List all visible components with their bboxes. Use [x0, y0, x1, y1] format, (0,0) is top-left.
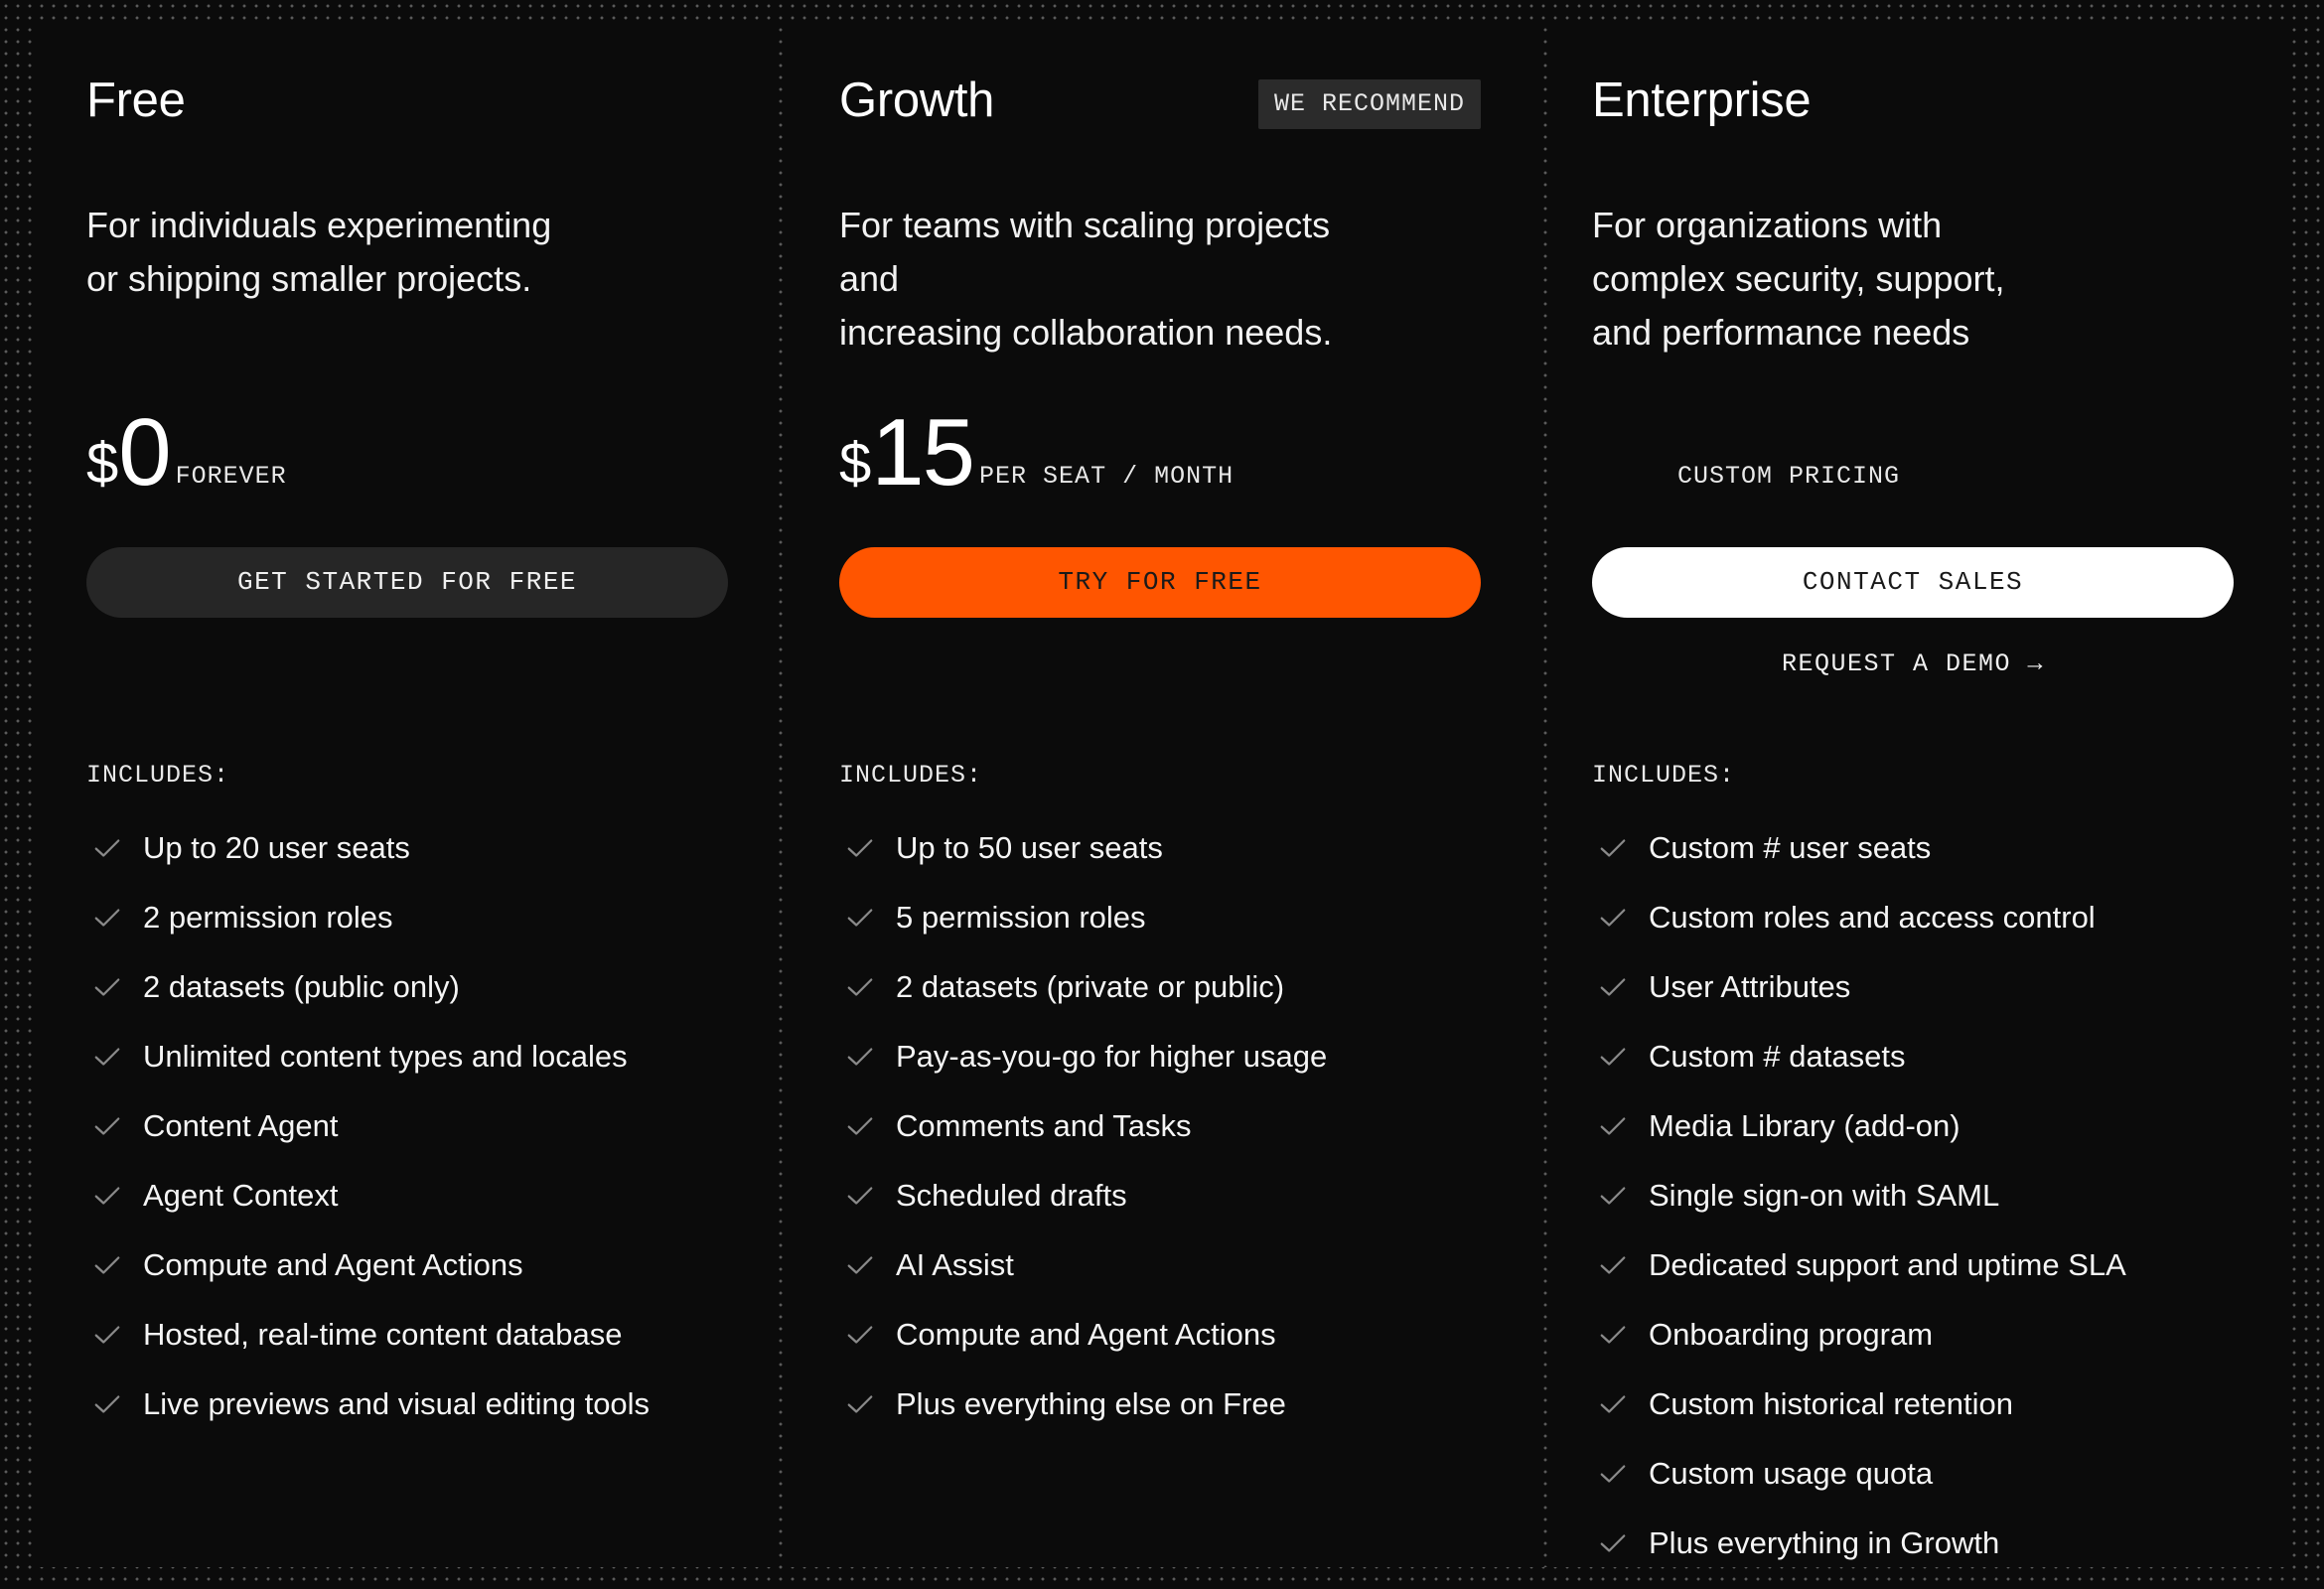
feature-text: Pay-as-you-go for higher usage	[896, 1039, 1328, 1074]
checkmark-icon	[92, 1389, 122, 1419]
includes-label: INCLUDES:	[86, 761, 230, 790]
feature-text: 2 permission roles	[143, 900, 393, 935]
price-row	[1592, 401, 1900, 501]
feature-text: Plus everything else on Free	[896, 1386, 1286, 1421]
checkmark-icon	[845, 1250, 875, 1280]
checkmark-icon	[845, 972, 875, 1002]
feature-text: Hosted, real-time content database	[143, 1317, 623, 1352]
feature-text: Live previews and visual editing tools	[143, 1386, 651, 1421]
feature-item	[1592, 1439, 2126, 1509]
column-divider	[1543, 24, 1547, 1567]
feature-text: AI Assist	[896, 1247, 1014, 1282]
price-amount: 15	[871, 399, 974, 506]
feature-item	[1592, 1022, 2126, 1091]
price-currency: $	[86, 431, 119, 496]
plan-name: Free	[86, 73, 186, 127]
feature-item	[86, 883, 650, 952]
includes-label: INCLUDES:	[1592, 761, 1736, 790]
try-for-free-button[interactable]: TRY FOR FREE	[839, 547, 1481, 618]
recommended-badge: WE RECOMMEND	[1258, 79, 1481, 129]
feature-item	[1592, 1091, 2126, 1161]
plan-description: For individuals experimenting or shipping smaller projects.	[86, 205, 552, 299]
feature-text: 2 datasets (private or public)	[896, 969, 1285, 1004]
feature-text: Media Library (add-on)	[1649, 1108, 1961, 1143]
checkmark-icon	[845, 1320, 875, 1350]
checkmark-icon	[1598, 1528, 1628, 1558]
get-started-free-button[interactable]: GET STARTED FOR FREE	[86, 547, 728, 618]
checkmark-icon	[92, 833, 122, 863]
feature-item	[839, 1091, 1327, 1161]
feature-list	[86, 813, 650, 1439]
feature-item	[839, 813, 1327, 883]
feature-text: Compute and Agent Actions	[143, 1247, 523, 1282]
feature-item	[1592, 1161, 2126, 1230]
includes-label: INCLUDES:	[839, 761, 983, 790]
feature-text: Agent Context	[143, 1178, 339, 1213]
plan-name: Growth	[839, 73, 995, 127]
checkmark-icon	[1598, 1320, 1628, 1350]
plan-card-enterprise	[1592, 24, 2234, 1567]
plan-card-free	[86, 24, 728, 1567]
checkmark-icon	[1598, 1181, 1628, 1211]
pricing-panel	[36, 24, 2288, 1567]
checkmark-icon	[845, 1042, 875, 1072]
feature-text: Unlimited content types and locales	[143, 1039, 628, 1074]
feature-list	[1592, 813, 2126, 1578]
feature-item	[839, 1230, 1327, 1300]
checkmark-icon	[1598, 972, 1628, 1002]
checkmark-icon	[92, 1111, 122, 1141]
feature-item	[1592, 883, 2126, 952]
checkmark-icon	[92, 903, 122, 933]
feature-text: Custom historical retention	[1649, 1386, 2013, 1421]
feature-text: Scheduled drafts	[896, 1178, 1127, 1213]
feature-text: Comments and Tasks	[896, 1108, 1192, 1143]
checkmark-icon	[92, 1320, 122, 1350]
feature-item	[86, 813, 650, 883]
feature-item	[86, 1161, 650, 1230]
feature-item	[86, 1091, 650, 1161]
feature-list	[839, 813, 1327, 1439]
feature-item	[839, 1370, 1327, 1439]
feature-text: Up to 50 user seats	[896, 830, 1163, 865]
feature-text: 5 permission roles	[896, 900, 1146, 935]
feature-item	[839, 952, 1327, 1022]
feature-text: Custom usage quota	[1649, 1456, 1934, 1491]
price-note: FOREVER	[175, 462, 287, 491]
feature-text: User Attributes	[1649, 969, 1851, 1004]
checkmark-icon	[845, 1181, 875, 1211]
feature-item	[1592, 1300, 2126, 1370]
checkmark-icon	[845, 1111, 875, 1141]
feature-item	[86, 1300, 650, 1370]
feature-item	[86, 1370, 650, 1439]
checkmark-icon	[1598, 1250, 1628, 1280]
plan-description: For organizations with complex security, support, and performance needs	[1592, 205, 2005, 353]
feature-item	[839, 1022, 1327, 1091]
feature-item	[839, 1161, 1327, 1230]
feature-item	[1592, 952, 2126, 1022]
price-row	[839, 399, 1235, 506]
checkmark-icon	[92, 972, 122, 1002]
feature-item	[1592, 1230, 2126, 1300]
feature-item	[86, 952, 650, 1022]
checkmark-icon	[845, 833, 875, 863]
plan-name: Enterprise	[1592, 73, 1812, 127]
feature-item	[86, 1230, 650, 1300]
feature-item	[1592, 1370, 2126, 1439]
price-row	[86, 399, 287, 506]
checkmark-icon	[92, 1042, 122, 1072]
column-divider	[779, 24, 783, 1567]
checkmark-icon	[1598, 1459, 1628, 1489]
checkmark-icon	[845, 903, 875, 933]
checkmark-icon	[1598, 903, 1628, 933]
checkmark-icon	[1598, 1042, 1628, 1072]
feature-text: Up to 20 user seats	[143, 830, 410, 865]
price-amount: 0	[118, 399, 170, 506]
feature-text: Plus everything in Growth	[1649, 1525, 2000, 1560]
request-demo-link[interactable]: REQUEST A DEMO →	[1781, 650, 2045, 678]
feature-text: Single sign-on with SAML	[1649, 1178, 2000, 1213]
contact-sales-button[interactable]: CONTACT SALES	[1592, 547, 2234, 618]
feature-text: Custom # datasets	[1649, 1039, 1906, 1074]
checkmark-icon	[1598, 1111, 1628, 1141]
feature-item	[839, 883, 1327, 952]
feature-item	[839, 1300, 1327, 1370]
feature-item	[86, 1022, 650, 1091]
price-note: CUSTOM PRICING	[1677, 462, 1901, 491]
feature-text: Compute and Agent Actions	[896, 1317, 1276, 1352]
feature-item	[1592, 813, 2126, 883]
feature-text: Custom roles and access control	[1649, 900, 2096, 935]
price-note: PER SEAT / MONTH	[979, 462, 1235, 491]
plan-card-growth	[839, 24, 1481, 1567]
feature-text: Custom # user seats	[1649, 830, 1932, 865]
feature-text: 2 datasets (public only)	[143, 969, 460, 1004]
plan-description: For teams with scaling projects and increasing collaboration needs.	[839, 205, 1333, 353]
checkmark-icon	[845, 1389, 875, 1419]
checkmark-icon	[1598, 833, 1628, 863]
feature-text: Content Agent	[143, 1108, 339, 1143]
checkmark-icon	[92, 1250, 122, 1280]
checkmark-icon	[1598, 1389, 1628, 1419]
feature-text: Onboarding program	[1649, 1317, 1934, 1352]
checkmark-icon	[92, 1181, 122, 1211]
feature-item	[1592, 1509, 2126, 1578]
price-currency: $	[839, 431, 872, 496]
feature-text: Dedicated support and uptime SLA	[1649, 1247, 2126, 1282]
